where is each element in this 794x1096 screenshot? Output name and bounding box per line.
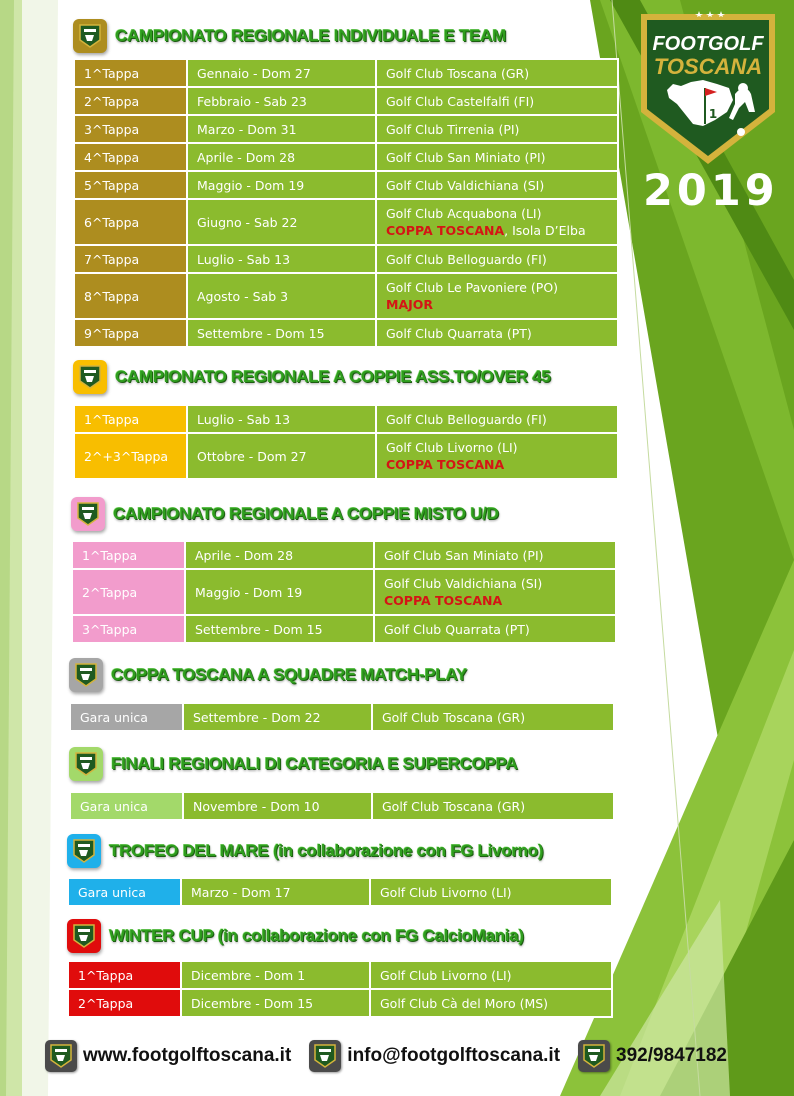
venue-note: COPPA TOSCANA bbox=[384, 593, 503, 608]
venue-cell: Golf Club Belloguardo (FI) bbox=[376, 405, 618, 433]
venue-cell: Golf Club Toscana (GR) bbox=[376, 59, 618, 87]
stage-cell: 5^Tappa bbox=[74, 171, 187, 199]
stage-cell: 4^Tappa bbox=[74, 143, 187, 171]
email-text: info@footgolftoscana.it bbox=[347, 1045, 561, 1066]
table-row bbox=[74, 199, 618, 245]
venue-line bbox=[386, 456, 617, 473]
section-title: TROFEO DEL MARE (in collaborazione con FG Livorno) bbox=[109, 841, 544, 860]
venue-note: , Isola D’Elba bbox=[504, 223, 586, 238]
schedule-table bbox=[67, 877, 613, 907]
venue-cell: Golf Club Castelfalfi (FI) bbox=[376, 87, 618, 115]
venue-cell bbox=[376, 273, 618, 319]
venue-cell bbox=[374, 569, 616, 615]
footgolf-badge-icon bbox=[67, 919, 101, 953]
date-cell: Luglio - Sab 13 bbox=[187, 405, 376, 433]
table-row bbox=[72, 569, 616, 615]
venue-cell bbox=[376, 199, 618, 245]
logo-top-text: FOOTGOLF bbox=[652, 33, 764, 55]
venue-cell: Golf Club Belloguardo (FI) bbox=[376, 245, 618, 273]
venue-line bbox=[386, 222, 617, 239]
date-cell: Ottobre - Dom 27 bbox=[187, 433, 376, 479]
table-row bbox=[74, 143, 618, 171]
schedule-table bbox=[67, 960, 613, 1018]
stage-cell: 9^Tappa bbox=[74, 319, 187, 347]
venue-note: MAJOR bbox=[386, 297, 434, 312]
stage-cell: Gara unica bbox=[70, 703, 183, 731]
footgolf-toscana-logo bbox=[637, 8, 779, 172]
date-cell: Agosto - Sab 3 bbox=[187, 273, 376, 319]
table-row bbox=[74, 433, 618, 479]
date-cell: Maggio - Dom 19 bbox=[187, 171, 376, 199]
stage-cell: 2^Tappa bbox=[72, 569, 185, 615]
section-title: FINALI REGIONALI DI CATEGORIA E SUPERCOPPA bbox=[111, 754, 518, 773]
stage-cell: 2^+3^Tappa bbox=[74, 433, 187, 479]
table-row bbox=[70, 703, 614, 731]
table-row bbox=[68, 878, 612, 906]
venue-line bbox=[384, 592, 615, 609]
date-cell: Giugno - Sab 22 bbox=[187, 199, 376, 245]
table-row bbox=[74, 319, 618, 347]
venue-cell bbox=[376, 433, 618, 479]
footgolf-badge-icon bbox=[73, 19, 107, 53]
venue-note: COPPA TOSCANA bbox=[386, 457, 505, 472]
website-link[interactable] bbox=[45, 1040, 291, 1072]
logo-hole-number: 1 bbox=[708, 107, 718, 121]
venue-cell: Golf Club Quarrata (PT) bbox=[374, 615, 616, 643]
venue-line: Golf Club Le Pavoniere (PO) bbox=[386, 280, 559, 295]
date-cell: Gennaio - Dom 27 bbox=[187, 59, 376, 87]
venue-cell: Golf Club Livorno (LI) bbox=[370, 878, 612, 906]
table-row bbox=[74, 87, 618, 115]
date-cell: Febbraio - Sab 23 bbox=[187, 87, 376, 115]
venue-cell: Golf Club Quarrata (PT) bbox=[376, 319, 618, 347]
footgolf-badge-icon bbox=[73, 360, 107, 394]
phone-text: 392/9847182 bbox=[616, 1045, 727, 1066]
venue-line: Golf Club Valdichiana (SI) bbox=[384, 576, 543, 591]
section-title: CAMPIONATO REGIONALE A COPPIE MISTO U/D bbox=[113, 504, 499, 523]
stage-cell: 3^Tappa bbox=[72, 615, 185, 643]
date-cell: Settembre - Dom 15 bbox=[187, 319, 376, 347]
stage-cell: 1^Tappa bbox=[74, 405, 187, 433]
venue-line: Golf Club Livorno (LI) bbox=[386, 440, 518, 455]
table-row bbox=[72, 615, 616, 643]
date-cell: Dicembre - Dom 1 bbox=[181, 961, 370, 989]
schedule-table bbox=[71, 540, 617, 644]
footgolf-badge-icon bbox=[67, 834, 101, 868]
stage-cell: 2^Tappa bbox=[68, 989, 181, 1017]
stage-cell: 2^Tappa bbox=[74, 87, 187, 115]
website-text: www.footgolftoscana.it bbox=[83, 1045, 292, 1066]
footgolf-badge-icon bbox=[69, 747, 103, 781]
footgolf-badge-icon bbox=[45, 1040, 77, 1072]
schedule-table bbox=[69, 702, 615, 732]
schedule-table bbox=[73, 404, 619, 480]
venue-note: COPPA TOSCANA bbox=[386, 223, 505, 238]
venue-cell: Golf Club Toscana (GR) bbox=[372, 703, 614, 731]
table-row bbox=[74, 245, 618, 273]
date-cell: Settembre - Dom 22 bbox=[183, 703, 372, 731]
stage-cell: 1^Tappa bbox=[72, 541, 185, 569]
stage-cell: Gara unica bbox=[68, 878, 181, 906]
date-cell: Marzo - Dom 17 bbox=[181, 878, 370, 906]
section-title: CAMPIONATO REGIONALE INDIVIDUALE E TEAM bbox=[115, 26, 506, 45]
date-cell: Maggio - Dom 19 bbox=[185, 569, 374, 615]
logo-bottom-text: TOSCANA bbox=[653, 54, 763, 79]
venue-cell: Golf Club Tirrenia (PI) bbox=[376, 115, 618, 143]
schedule-table bbox=[69, 791, 615, 821]
date-cell: Dicembre - Dom 15 bbox=[181, 989, 370, 1017]
date-cell: Settembre - Dom 15 bbox=[185, 615, 374, 643]
section-title: CAMPIONATO REGIONALE A COPPIE ASS.TO/OVER 45 bbox=[115, 367, 551, 386]
footgolf-badge-icon bbox=[309, 1040, 341, 1072]
venue-cell: Golf Club Livorno (LI) bbox=[370, 961, 612, 989]
stage-cell: 6^Tappa bbox=[74, 199, 187, 245]
email-link[interactable] bbox=[309, 1040, 560, 1072]
table-row bbox=[74, 171, 618, 199]
table-row bbox=[74, 59, 618, 87]
venue-cell: Golf Club San Miniato (PI) bbox=[376, 143, 618, 171]
venue-line: Golf Club Acquabona (LI) bbox=[386, 206, 542, 221]
contact-footer bbox=[45, 1038, 745, 1074]
table-row bbox=[74, 273, 618, 319]
venue-line bbox=[386, 296, 617, 313]
schedule-table bbox=[73, 58, 619, 348]
venue-cell: Golf Club Valdichiana (SI) bbox=[376, 171, 618, 199]
stage-cell: 1^Tappa bbox=[68, 961, 181, 989]
phone-link[interactable] bbox=[578, 1040, 727, 1072]
section-title: WINTER CUP (in collaborazione con FG CalcioMania) bbox=[109, 926, 524, 945]
table-row bbox=[70, 792, 614, 820]
stage-cell: 3^Tappa bbox=[74, 115, 187, 143]
table-row bbox=[68, 961, 612, 989]
table-row bbox=[74, 115, 618, 143]
table-row bbox=[68, 989, 612, 1017]
stage-cell: 8^Tappa bbox=[74, 273, 187, 319]
stage-cell: 7^Tappa bbox=[74, 245, 187, 273]
table-row bbox=[74, 405, 618, 433]
venue-cell: Golf Club San Miniato (PI) bbox=[374, 541, 616, 569]
section-title: COPPA TOSCANA A SQUADRE MATCH-PLAY bbox=[111, 665, 467, 684]
footgolf-badge-icon bbox=[578, 1040, 610, 1072]
stage-cell: 1^Tappa bbox=[74, 59, 187, 87]
stage-cell: Gara unica bbox=[70, 792, 183, 820]
date-cell: Novembre - Dom 10 bbox=[183, 792, 372, 820]
table-row bbox=[72, 541, 616, 569]
venue-cell: Golf Club Toscana (GR) bbox=[372, 792, 614, 820]
date-cell: Luglio - Sab 13 bbox=[187, 245, 376, 273]
footgolf-badge-icon bbox=[69, 658, 103, 692]
date-cell: Marzo - Dom 31 bbox=[187, 115, 376, 143]
season-year: 2019 bbox=[643, 166, 779, 216]
footgolf-badge-icon bbox=[71, 497, 105, 531]
date-cell: Aprile - Dom 28 bbox=[185, 541, 374, 569]
date-cell: Aprile - Dom 28 bbox=[187, 143, 376, 171]
venue-cell: Golf Club Cà del Moro (MS) bbox=[370, 989, 612, 1017]
